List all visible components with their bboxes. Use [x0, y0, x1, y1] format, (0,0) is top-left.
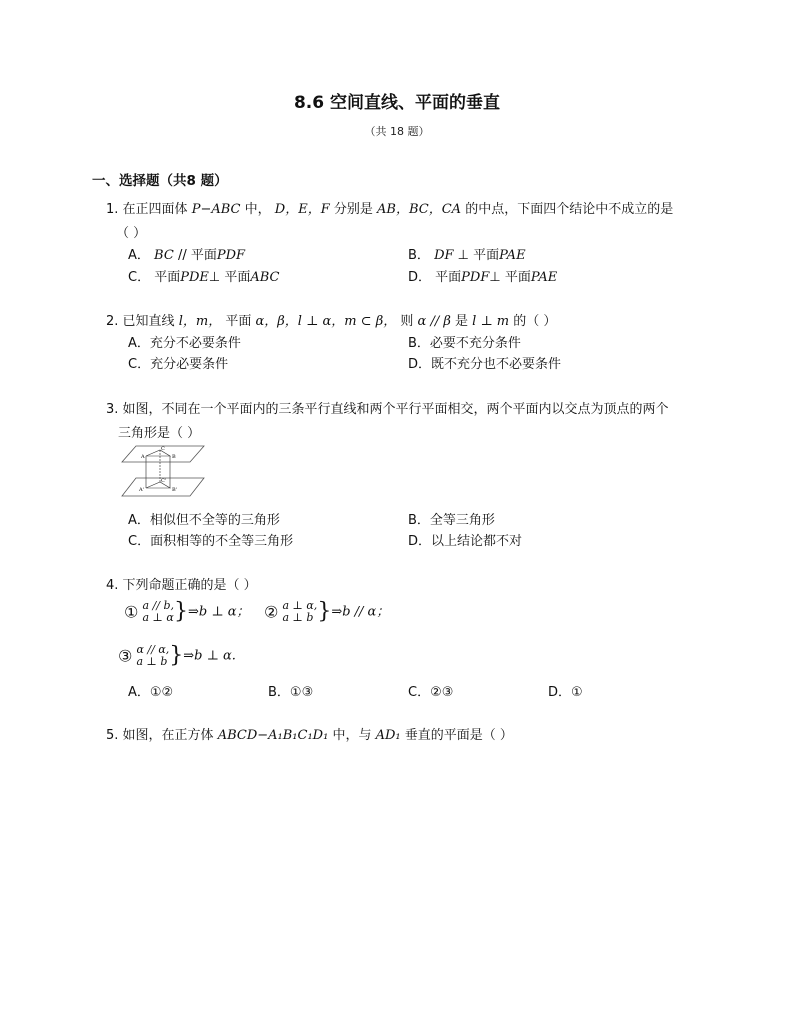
math: BC — [154, 248, 174, 263]
lower-triangle — [146, 482, 170, 488]
vertex-label: B' — [172, 487, 178, 493]
question-number: 5. — [106, 728, 119, 743]
option-label: B． — [408, 248, 430, 263]
option-text: ⊥ 平面 — [489, 270, 531, 285]
option-text: ⊥ 平面 — [457, 248, 500, 263]
math: l，m， — [178, 314, 222, 329]
question-text: 平面 — [225, 314, 252, 329]
proposition-1 — [124, 600, 249, 624]
math: DF — [434, 248, 454, 263]
option-label: D． — [408, 270, 432, 285]
question-text-cont: 三角形是（ ） — [118, 426, 201, 441]
q2-option-a[interactable]: A．充分不必要条件 — [128, 336, 241, 351]
question-number: 4. — [106, 578, 119, 593]
math: AB，BC，CA — [377, 202, 462, 217]
brace-symbol: } — [317, 599, 332, 624]
question-text: 中，与 — [332, 728, 372, 743]
q4-option-b[interactable]: B．①③ — [268, 685, 314, 700]
math: α，β，l ⊥ α，m ⊂ β， — [255, 314, 397, 329]
circled-number: ① — [124, 602, 139, 622]
question-text: 中， — [244, 202, 271, 217]
math: ABC — [250, 270, 280, 285]
q1-option-d[interactable] — [408, 266, 557, 285]
option-label: C． — [128, 270, 151, 285]
question-text: 已知直线 — [122, 314, 175, 329]
question-text: 的中点，下面四个结论中不成立的是 — [465, 202, 674, 217]
q3-option-a[interactable]: A．相似但不全等的三角形 — [128, 513, 280, 528]
brace-symbol: } — [174, 599, 188, 624]
question-text: 垂直的平面是（ ） — [404, 728, 513, 743]
math: PDE — [180, 270, 209, 285]
condition-line: α // α, — [136, 643, 170, 656]
math: P−ABC — [191, 202, 241, 217]
upper-triangle — [146, 450, 170, 456]
question-number: 3. — [106, 402, 119, 417]
option-text: 平面 — [435, 270, 462, 285]
math: ⇒b ⊥ α； — [188, 604, 250, 620]
question-text: 如图，在正方体 — [122, 728, 214, 743]
option-text: // 平面 — [177, 248, 217, 263]
question-2 — [106, 310, 556, 329]
answer-parenthesis: （ ） — [116, 226, 147, 241]
math: PAE — [499, 248, 526, 263]
option-text: 平面 — [154, 270, 181, 285]
condition-line: a ⊥ b — [136, 655, 168, 668]
vertex-label: A' — [139, 487, 144, 493]
question-count: （共 18 题） — [364, 125, 430, 138]
condition-system — [142, 600, 174, 624]
vertex-label: C' — [161, 478, 167, 484]
circled-number: ② — [264, 602, 279, 622]
condition-line: a // b, — [142, 599, 174, 612]
q4-option-a[interactable]: A．①② — [128, 685, 174, 700]
option-text: ⊥ 平面 — [208, 270, 251, 285]
math: l ⊥ m — [472, 314, 510, 329]
brace-symbol: } — [169, 643, 184, 668]
vertex-label: B — [172, 454, 176, 460]
q4-option-c[interactable]: C．②③ — [408, 685, 454, 700]
q3-option-c[interactable]: C．面积相等的不全等三角形 — [128, 534, 294, 549]
q3-option-b[interactable]: B．全等三角形 — [408, 513, 495, 528]
math: α // β — [417, 314, 451, 329]
circled-number: ③ — [118, 646, 133, 666]
option-label: A． — [128, 248, 150, 263]
question-text: 的（ ） — [513, 314, 557, 329]
parallel-planes-figure — [116, 442, 206, 502]
proposition-2 — [264, 600, 389, 624]
condition-line: a ⊥ α — [142, 611, 174, 624]
q1-option-b[interactable] — [408, 244, 526, 263]
math: PDF — [461, 270, 490, 285]
math: ⇒b ⊥ α. — [183, 648, 236, 664]
question-text: 分别是 — [333, 202, 373, 217]
question-4 — [106, 574, 257, 593]
q1-option-a[interactable] — [128, 244, 245, 263]
q2-option-b[interactable]: B．必要不充分条件 — [408, 336, 521, 351]
condition-system — [282, 600, 317, 624]
math: ⇒b // α； — [331, 604, 390, 620]
question-text: 如图，不同在一个平面内的三条平行直线和两个平行平面相交，两个平面内以交点为顶点的两个 — [122, 402, 669, 417]
math: AD₁ — [375, 728, 401, 743]
question-number: 1. — [106, 202, 119, 217]
math: ABCD−A₁B₁C₁D₁ — [217, 728, 329, 743]
math: PAE — [530, 270, 558, 285]
question-text: 在正四面体 — [122, 202, 188, 217]
q2-option-d[interactable]: D．既不充分也不必要条件 — [408, 357, 562, 372]
question-text: 是 — [455, 314, 469, 329]
page-title: 8.6 空间直线、平面的垂直 — [293, 93, 501, 113]
q1-option-c[interactable] — [128, 266, 280, 285]
question-1 — [106, 198, 673, 217]
question-5 — [106, 724, 513, 743]
question-text: 下列命题正确的是（ ） — [122, 578, 257, 593]
question-text: 则 — [400, 314, 414, 329]
condition-line: a ⊥ α, — [282, 599, 318, 612]
section-heading: 一、选择题（共8 题） — [92, 173, 228, 189]
condition-line: a ⊥ b — [282, 611, 314, 624]
proposition-3 — [118, 644, 236, 668]
q2-option-c[interactable]: C．充分必要条件 — [128, 357, 229, 372]
q3-option-d[interactable]: D．以上结论都不对 — [408, 534, 523, 549]
condition-system — [136, 644, 169, 668]
q4-option-d[interactable]: D．① — [548, 685, 583, 700]
vertex-label: C — [161, 446, 165, 452]
math: PDF — [216, 248, 246, 263]
vertex-label: A — [141, 454, 145, 460]
question-number: 2. — [106, 314, 119, 329]
question-3 — [106, 398, 669, 417]
math: D，E，F — [274, 202, 330, 217]
